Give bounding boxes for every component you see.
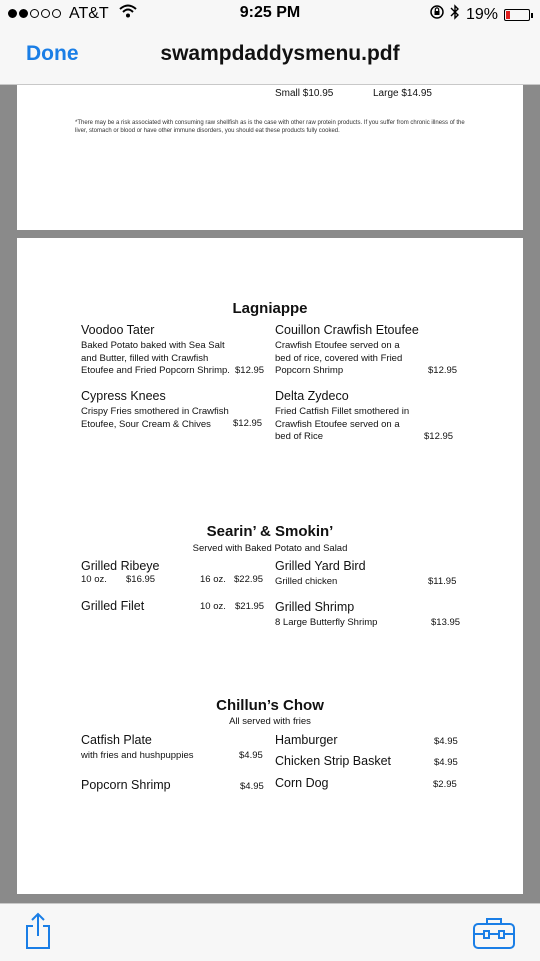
pdf-page-1 — [17, 85, 523, 230]
item-description: Baked Potato baked with Sea Salt and Butter, filled with Crawfish Etoufee and Fried Popcorn Shrimp. — [81, 340, 230, 376]
item-name: Catfish Plate — [81, 733, 152, 747]
item-description: with fries and hushpuppies — [81, 750, 194, 761]
item-name: Grilled Shrimp — [275, 600, 355, 614]
section-title-searin-smokin: Searin’ & Smokin’ — [206, 523, 334, 540]
document-title: swampdaddysmenu.pdf — [160, 42, 400, 65]
item-price: $21.95 — [235, 601, 265, 612]
bluetooth-icon — [450, 4, 460, 25]
done-button[interactable]: Done — [26, 42, 79, 65]
section-subtitle: All served with fries — [229, 716, 311, 727]
item-price: $4.95 — [239, 750, 263, 761]
item-price: $12.95 — [428, 365, 458, 376]
item-price: $4.95 — [434, 757, 458, 768]
item-description: Fried Catfish Fillet smothered in Crawfish Etoufee served on a bed of Rice — [275, 406, 410, 442]
section-subtitle: Served with Baked Potato and Salad — [192, 543, 348, 554]
item-size: 10 oz. — [200, 601, 226, 612]
status-bar — [0, 0, 540, 28]
item-description: 8 Large Butterfly Shrimp — [275, 617, 378, 628]
item-description: Crawfish Etoufee served on a bed of rice, covered with Fried Popcorn Shrimp — [275, 340, 403, 376]
item-name: Cypress Knees — [81, 389, 166, 403]
item-name: Grilled Ribeye — [81, 559, 160, 573]
item-price: $2.95 — [433, 779, 457, 790]
item-size: 16 oz. — [200, 574, 226, 585]
item-name: Grilled Filet — [81, 599, 145, 613]
item-price: $12.95 — [233, 418, 263, 429]
item-price: $12.95 — [235, 365, 265, 376]
item-name: Corn Dog — [275, 776, 329, 790]
share-icon[interactable] — [24, 912, 52, 955]
status-time: 9:25 PM — [239, 4, 301, 21]
item-price: $16.95 — [126, 574, 156, 585]
item-size: 10 oz. — [81, 574, 107, 585]
toolbox-icon[interactable] — [472, 916, 516, 955]
item-name: Grilled Yard Bird — [275, 559, 366, 573]
item-name: Chicken Strip Basket — [275, 754, 392, 768]
item-price: $4.95 — [434, 736, 458, 747]
status-right — [430, 4, 530, 25]
item-name: Couillon Crawfish Etoufee — [275, 323, 419, 337]
item-price: $11.95 — [428, 576, 457, 587]
battery-icon — [504, 9, 530, 21]
item-description: Crispy Fries smothered in Crawfish Etoufee, Sour Cream & Chives — [81, 406, 229, 430]
rotation-lock-icon — [430, 5, 444, 24]
item-price: $22.95 — [234, 574, 264, 585]
battery-fill — [506, 11, 510, 19]
navigation-bar — [0, 28, 540, 85]
item-name: Delta Zydeco — [275, 389, 349, 403]
pdf-page-2 — [17, 238, 523, 894]
item-price: $4.95 — [240, 781, 264, 792]
carrier-name: AT&T — [69, 4, 109, 22]
item-name: Popcorn Shrimp — [81, 778, 171, 792]
item-price: $12.95 — [424, 431, 454, 442]
small-price: Small $10.95 — [275, 88, 334, 99]
section-title-chillun-chow: Chillun’s Chow — [216, 697, 324, 714]
item-name: Hamburger — [275, 733, 338, 747]
bottom-toolbar — [0, 903, 540, 961]
battery-percent: 19% — [465, 5, 498, 23]
item-name: Voodoo Tater — [81, 323, 155, 337]
section-title-lagniappe: Lagniappe — [232, 300, 308, 317]
item-price: $13.95 — [431, 617, 461, 628]
raw-shellfish-disclaimer: *There may be a risk associated with consuming raw shellfish as is the case with other raw protein products. If you suffer from chronic illness of the liver, stomach or blood or have other immune disorders, you should eat these products fully cooked. — [75, 120, 465, 134]
large-price: Large $14.95 — [373, 88, 432, 99]
item-description: Grilled chicken — [275, 576, 338, 587]
